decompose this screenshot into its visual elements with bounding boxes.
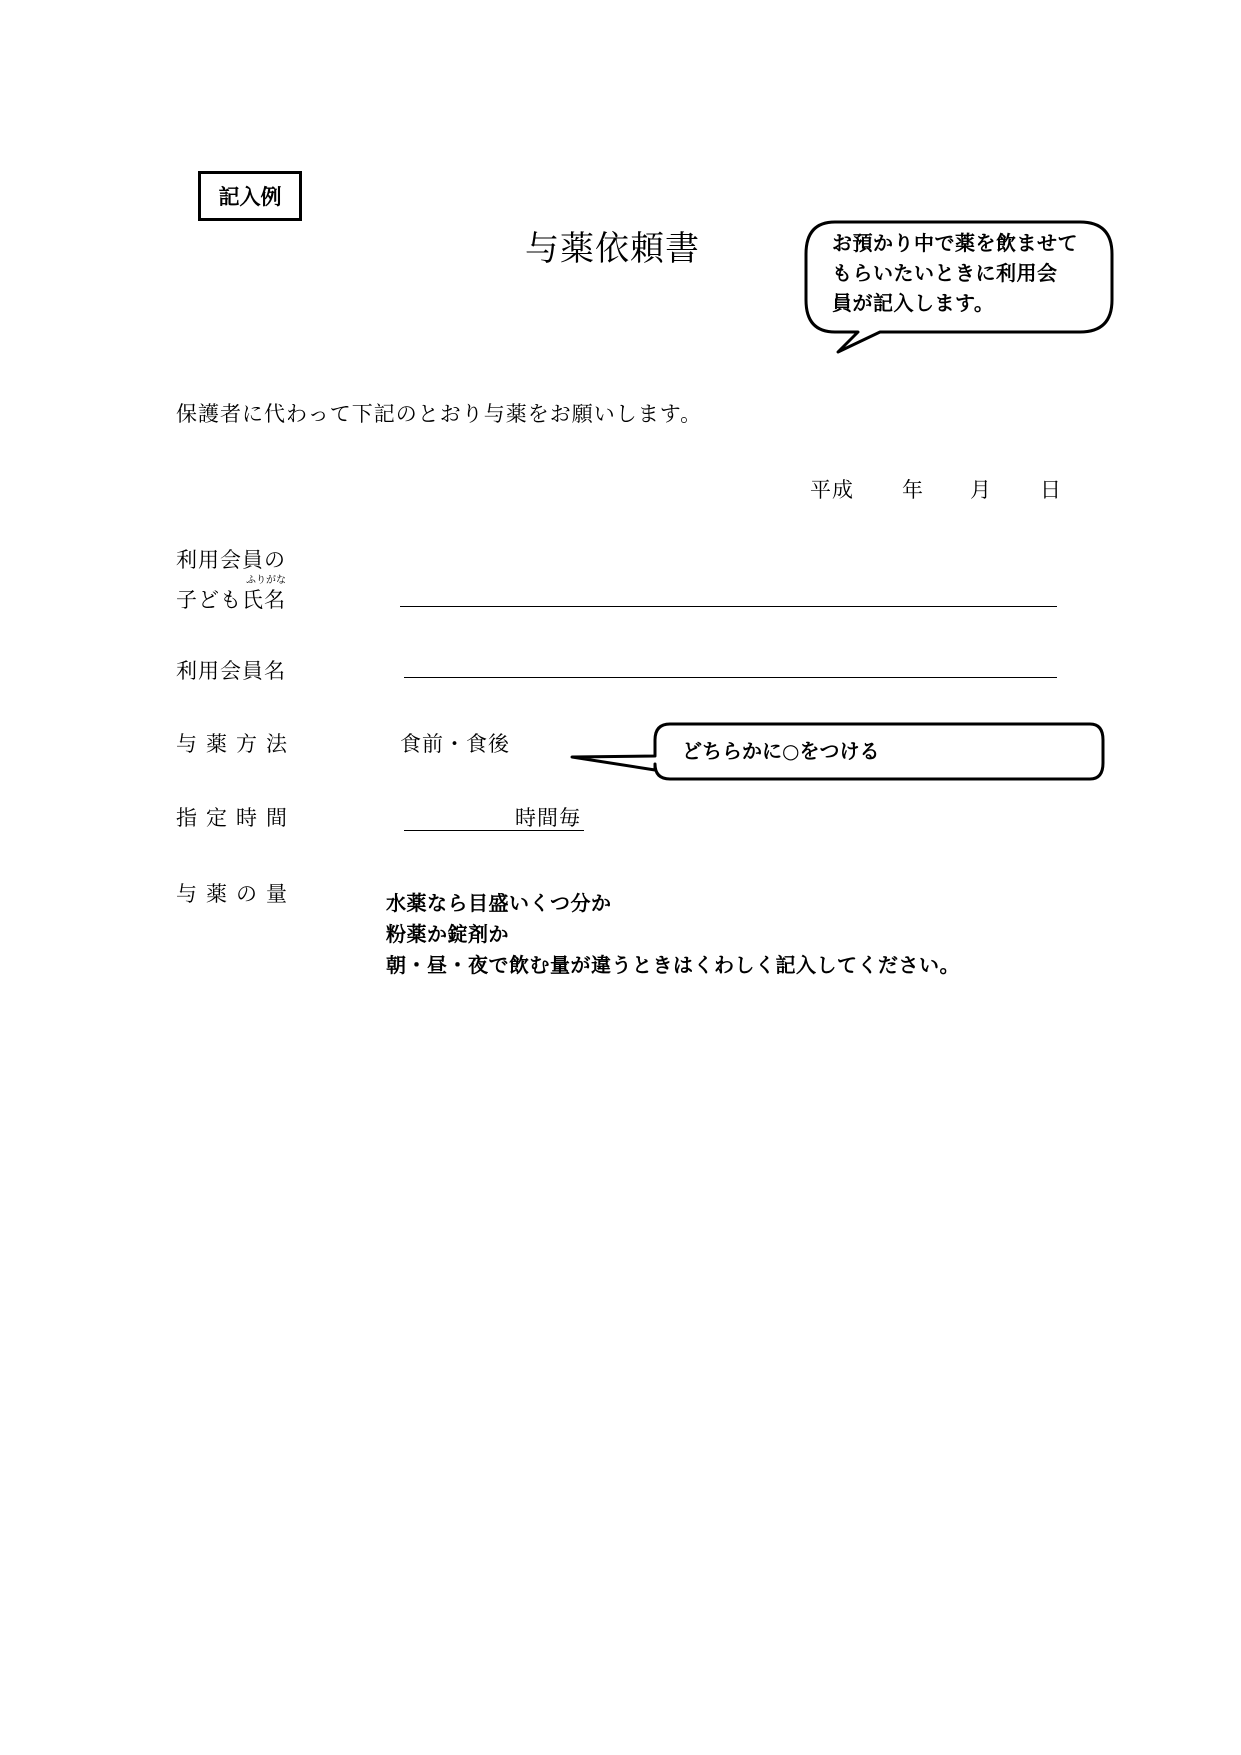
date-year-label: 年 [902,478,924,502]
example-label-text: 記入例 [218,185,282,209]
time-label: 指定時間 [176,806,296,830]
method-label: 与薬方法 [176,732,296,756]
date-era: 平成 [810,478,854,502]
top-callout-line3: 員が記入します。 [832,291,995,315]
child-name-field[interactable] [400,606,1057,607]
top-callout-line1: お預かり中で薬を飲ませて [832,231,1078,255]
amount-note-2: 粉薬か錠剤か [386,922,509,946]
member-name-label: 利用会員名 [176,659,286,683]
child-name-furigana: ふりがな [246,575,286,586]
date-day-label: 日 [1040,478,1062,502]
top-callout-line2: もらいたいときに利用会 [832,261,1058,285]
child-name-label-line2: 子ども氏名 [176,588,286,612]
member-name-field[interactable] [404,677,1057,678]
intro-text: 保護者に代わって下記のとおり与薬をお願いします。 [176,402,703,426]
amount-note-1: 水薬なら目盛いくつ分か [386,891,612,915]
method-callout-text: どちらかに○をつける [682,739,880,763]
top-callout-text [832,228,1078,318]
page-title: 与薬依頼書 [525,229,700,269]
method-options[interactable]: 食前・食後 [400,732,510,756]
time-unit: 時間毎 [515,806,581,830]
amount-label: 与薬の量 [176,882,296,906]
child-name-label-line1: 利用会員の [176,548,286,572]
date-month-label: 月 [970,478,992,502]
amount-note-3: 朝・昼・夜で飲む量が違うときはくわしく記入してください。 [386,953,960,977]
